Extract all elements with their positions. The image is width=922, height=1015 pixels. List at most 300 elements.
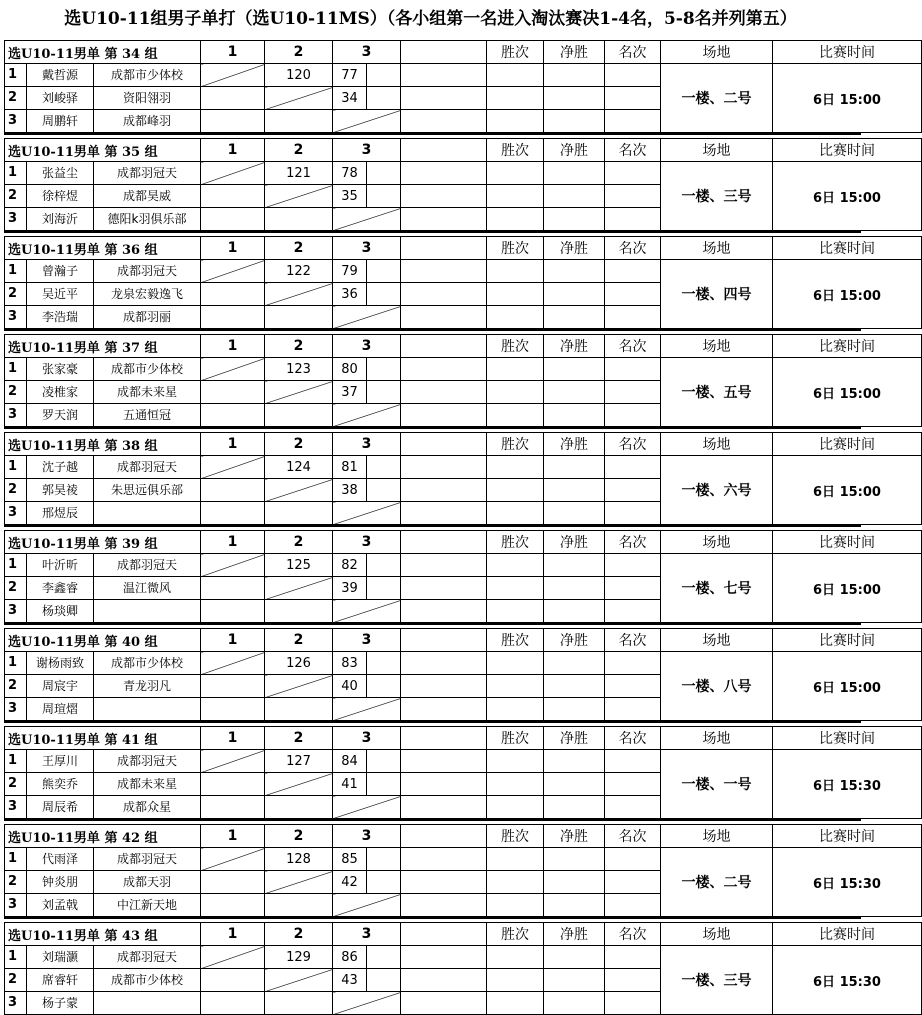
player-row [5, 554, 922, 577]
spacer-cell [401, 848, 487, 871]
score-cell [367, 283, 401, 306]
group-block [4, 726, 881, 818]
venue-cell: 一楼、七号 [661, 554, 773, 623]
spacer-cell [401, 969, 487, 992]
player-number: 3 [5, 208, 27, 230]
score-cell [367, 773, 401, 796]
score-cell [201, 185, 265, 208]
rank-cell [605, 652, 661, 675]
player-info [5, 404, 200, 426]
match-number: 77 [333, 64, 367, 87]
group-header-row [5, 531, 922, 554]
match-number: 38 [333, 479, 367, 502]
player-info [5, 871, 200, 893]
group-separator [4, 525, 861, 527]
spacer-cell [401, 185, 487, 208]
player-name: 王厚川 [27, 750, 94, 772]
player-info [5, 992, 200, 1014]
group-separator [4, 819, 861, 821]
net-header: 净胜 [544, 335, 605, 358]
rank-cell [605, 894, 661, 917]
col-3-header: 3 [333, 923, 401, 946]
match-number: 40 [333, 675, 367, 698]
score-cell [201, 796, 265, 819]
score-cell [265, 894, 333, 917]
player-number: 3 [5, 992, 27, 1014]
group-separator [4, 623, 861, 625]
player-name: 刘海沂 [27, 208, 94, 230]
group-separator [4, 917, 861, 919]
player-number: 1 [5, 554, 27, 576]
player-cell [5, 992, 201, 1015]
group-block [4, 40, 881, 132]
venue-header: 场地 [661, 139, 773, 162]
player-info [5, 208, 200, 230]
player-number: 1 [5, 260, 27, 282]
player-number: 3 [5, 306, 27, 328]
player-number: 2 [5, 479, 27, 501]
spacer-cell [401, 162, 487, 185]
player-row [5, 456, 922, 479]
col-3-header: 3 [333, 629, 401, 652]
col-1-header: 1 [201, 531, 265, 554]
spacer-cell [401, 456, 487, 479]
rank-cell [605, 479, 661, 502]
player-cell [5, 64, 201, 87]
match-number: 83 [333, 652, 367, 675]
player-cell [5, 306, 201, 329]
wins-cell [487, 946, 544, 969]
player-club [94, 600, 200, 622]
player-cell [5, 358, 201, 381]
score-cell [367, 260, 401, 283]
match-number: 125 [265, 554, 333, 577]
player-info [5, 675, 200, 697]
group-header-row [5, 335, 922, 358]
player-club: 成都羽冠天 [116, 754, 177, 768]
player-info [5, 456, 200, 478]
player-number: 1 [5, 946, 27, 968]
spacer-cell [401, 381, 487, 404]
score-cell [265, 600, 333, 623]
player-club: 龙泉宏毅逸飞 [110, 287, 183, 301]
rank-cell [605, 185, 661, 208]
group-header-row [5, 923, 922, 946]
score-cell [367, 479, 401, 502]
match-number: 79 [333, 260, 367, 283]
net-cell [544, 894, 605, 917]
spacer-cell [401, 531, 487, 554]
spacer-cell [401, 727, 487, 750]
group-header-row [5, 41, 922, 64]
col-3-header: 3 [333, 139, 401, 162]
venue-cell: 一楼、六号 [661, 456, 773, 525]
self-cell [265, 185, 333, 208]
player-club: 成都天羽 [122, 875, 171, 889]
rank-cell [605, 675, 661, 698]
spacer-cell [401, 871, 487, 894]
player-name: 李鑫睿 [27, 577, 94, 599]
group-table [4, 922, 922, 1015]
net-cell [544, 652, 605, 675]
match-number: 121 [265, 162, 333, 185]
group-label: 选U10-11男单 第 37 组 [5, 335, 201, 358]
score-cell [201, 502, 265, 525]
venue-header: 场地 [661, 335, 773, 358]
self-cell [201, 456, 265, 479]
self-cell [265, 87, 333, 110]
group-header-row [5, 139, 922, 162]
match-number: 86 [333, 946, 367, 969]
spacer-cell [401, 825, 487, 848]
time-header: 比赛时间 [773, 727, 922, 750]
player-info [5, 848, 200, 870]
player-info [5, 750, 200, 772]
net-cell [544, 969, 605, 992]
wins-cell [487, 894, 544, 917]
net-cell [544, 306, 605, 329]
score-cell [367, 456, 401, 479]
rank-cell [605, 404, 661, 427]
spacer-cell [401, 600, 487, 623]
player-info [5, 306, 200, 328]
col-1-header: 1 [201, 41, 265, 64]
wins-cell [487, 358, 544, 381]
col-1-header: 1 [201, 139, 265, 162]
wins-cell [487, 969, 544, 992]
rank-cell [605, 456, 661, 479]
wins-header: 胜次 [487, 139, 544, 162]
player-name: 熊奕乔 [27, 773, 94, 795]
group-table [4, 628, 922, 721]
score-cell [367, 87, 401, 110]
score-cell [201, 992, 265, 1015]
group-label: 选U10-11男单 第 39 组 [5, 531, 201, 554]
rank-cell [605, 381, 661, 404]
player-club: 成都未来星 [116, 385, 177, 399]
wins-cell [487, 110, 544, 133]
self-cell [333, 110, 401, 133]
col-2-header: 2 [265, 41, 333, 64]
spacer-cell [401, 335, 487, 358]
venue-header: 场地 [661, 727, 773, 750]
player-info [5, 698, 200, 720]
time-cell: 6日 15:00 [773, 554, 922, 623]
score-cell [367, 64, 401, 87]
group-table [4, 40, 922, 133]
group-label: 选U10-11男单 第 43 组 [5, 923, 201, 946]
score-cell [265, 502, 333, 525]
col-2-header: 2 [265, 727, 333, 750]
player-name: 钟炎朋 [27, 871, 94, 893]
time-header: 比赛时间 [773, 629, 922, 652]
net-cell [544, 698, 605, 721]
self-cell [265, 577, 333, 600]
player-club [94, 992, 200, 1014]
group-label: 选U10-11男单 第 38 组 [5, 433, 201, 456]
player-info [5, 652, 200, 674]
score-cell [201, 306, 265, 329]
col-1-header: 1 [201, 629, 265, 652]
match-number: 122 [265, 260, 333, 283]
match-number: 78 [333, 162, 367, 185]
rank-header: 名次 [605, 139, 661, 162]
player-number: 2 [5, 969, 27, 991]
match-number: 120 [265, 64, 333, 87]
player-number: 1 [5, 652, 27, 674]
match-number: 80 [333, 358, 367, 381]
group-label: 选U10-11男单 第 35 组 [5, 139, 201, 162]
wins-cell [487, 698, 544, 721]
time-header: 比赛时间 [773, 41, 922, 64]
self-cell [201, 554, 265, 577]
player-name: 周辰希 [27, 796, 94, 818]
net-cell [544, 750, 605, 773]
player-info [5, 162, 200, 184]
group-table [4, 726, 922, 819]
player-cell [5, 87, 201, 110]
net-cell [544, 600, 605, 623]
net-cell [544, 404, 605, 427]
col-2-header: 2 [265, 433, 333, 456]
rank-cell [605, 502, 661, 525]
player-row [5, 162, 922, 185]
self-cell [201, 64, 265, 87]
wins-cell [487, 306, 544, 329]
score-cell [367, 848, 401, 871]
col-1-header: 1 [201, 237, 265, 260]
player-club: 成都羽冠天 [116, 950, 177, 964]
wins-cell [487, 652, 544, 675]
score-cell [367, 185, 401, 208]
rank-header: 名次 [605, 433, 661, 456]
match-number: 41 [333, 773, 367, 796]
col-3-header: 3 [333, 433, 401, 456]
group-header-row [5, 237, 922, 260]
wins-cell [487, 260, 544, 283]
match-number: 85 [333, 848, 367, 871]
score-cell [265, 208, 333, 231]
score-cell [201, 110, 265, 133]
wins-header: 胜次 [487, 237, 544, 260]
player-club: 成都峰羽 [122, 114, 171, 128]
player-name: 曾瀚子 [27, 260, 94, 282]
match-number: 84 [333, 750, 367, 773]
self-cell [265, 969, 333, 992]
spacer-cell [401, 404, 487, 427]
score-cell [201, 969, 265, 992]
player-club [94, 502, 200, 524]
wins-cell [487, 773, 544, 796]
time-cell: 6日 15:00 [773, 456, 922, 525]
self-cell [333, 306, 401, 329]
spacer-cell [401, 894, 487, 917]
player-cell [5, 381, 201, 404]
time-header: 比赛时间 [773, 531, 922, 554]
self-cell [333, 698, 401, 721]
spacer-cell [401, 946, 487, 969]
player-info [5, 87, 200, 109]
spacer-cell [401, 260, 487, 283]
score-cell [201, 208, 265, 231]
score-cell [367, 969, 401, 992]
player-club: 中江新天地 [116, 898, 177, 912]
self-cell [333, 796, 401, 819]
player-info [5, 773, 200, 795]
player-info [5, 185, 200, 207]
venue-header: 场地 [661, 825, 773, 848]
score-cell [367, 871, 401, 894]
group-header-row [5, 727, 922, 750]
player-cell [5, 871, 201, 894]
venue-header: 场地 [661, 923, 773, 946]
wins-cell [487, 502, 544, 525]
player-number: 2 [5, 773, 27, 795]
wins-header: 胜次 [487, 727, 544, 750]
wins-cell [487, 796, 544, 819]
score-cell [201, 381, 265, 404]
player-name: 李浩瑞 [27, 306, 94, 328]
player-name: 沈子越 [27, 456, 94, 478]
player-number: 1 [5, 64, 27, 86]
rank-cell [605, 871, 661, 894]
col-3-header: 3 [333, 41, 401, 64]
time-cell: 6日 15:00 [773, 64, 922, 133]
spacer-cell [401, 629, 487, 652]
net-cell [544, 381, 605, 404]
net-cell [544, 283, 605, 306]
spacer-cell [401, 41, 487, 64]
group-block [4, 334, 881, 426]
spacer-cell [401, 87, 487, 110]
player-cell [5, 110, 201, 133]
match-number: 81 [333, 456, 367, 479]
self-cell [333, 208, 401, 231]
self-cell [265, 675, 333, 698]
player-number: 3 [5, 110, 27, 132]
net-cell [544, 502, 605, 525]
score-cell [265, 306, 333, 329]
player-name: 戴哲源 [27, 64, 94, 86]
player-cell [5, 894, 201, 917]
player-club: 温江微风 [122, 581, 171, 595]
player-cell [5, 404, 201, 427]
wins-header: 胜次 [487, 335, 544, 358]
net-header: 净胜 [544, 41, 605, 64]
self-cell [333, 404, 401, 427]
player-info [5, 969, 200, 991]
rank-header: 名次 [605, 531, 661, 554]
player-number: 2 [5, 381, 27, 403]
self-cell [201, 946, 265, 969]
player-name: 周宸宇 [27, 675, 94, 697]
group-label: 选U10-11男单 第 42 组 [5, 825, 201, 848]
player-number: 1 [5, 848, 27, 870]
player-row [5, 848, 922, 871]
spacer-cell [401, 750, 487, 773]
player-name: 周鹏轩 [27, 110, 94, 132]
rank-cell [605, 773, 661, 796]
group-table [4, 530, 922, 623]
score-cell [367, 577, 401, 600]
self-cell [201, 358, 265, 381]
rank-cell [605, 969, 661, 992]
net-cell [544, 260, 605, 283]
match-number: 82 [333, 554, 367, 577]
rank-cell [605, 750, 661, 773]
player-club: 成都昊威 [122, 189, 171, 203]
wins-cell [487, 87, 544, 110]
venue-header: 场地 [661, 237, 773, 260]
self-cell [333, 992, 401, 1015]
venue-cell: 一楼、一号 [661, 750, 773, 819]
player-name: 周瑄熠 [27, 698, 94, 720]
player-info [5, 381, 200, 403]
rank-header: 名次 [605, 237, 661, 260]
spacer-cell [401, 139, 487, 162]
venue-cell: 一楼、三号 [661, 162, 773, 231]
wins-cell [487, 208, 544, 231]
col-1-header: 1 [201, 727, 265, 750]
col-3-header: 3 [333, 335, 401, 358]
self-cell [333, 894, 401, 917]
time-header: 比赛时间 [773, 433, 922, 456]
wins-cell [487, 577, 544, 600]
player-name: 郭昊祾 [27, 479, 94, 501]
group-table [4, 824, 922, 917]
wins-cell [487, 456, 544, 479]
rank-cell [605, 600, 661, 623]
rank-header: 名次 [605, 825, 661, 848]
player-name: 谢杨雨致 [27, 652, 94, 674]
player-club: 成都众星 [122, 800, 171, 814]
wins-cell [487, 871, 544, 894]
player-club [94, 698, 200, 720]
player-name: 代雨泽 [27, 848, 94, 870]
player-number: 1 [5, 750, 27, 772]
rank-cell [605, 992, 661, 1015]
wins-header: 胜次 [487, 531, 544, 554]
player-name: 徐梓煜 [27, 185, 94, 207]
player-row [5, 260, 922, 283]
time-cell: 6日 15:30 [773, 848, 922, 917]
spacer-cell [401, 923, 487, 946]
score-cell [201, 600, 265, 623]
player-number: 2 [5, 87, 27, 109]
spacer-cell [401, 773, 487, 796]
wins-cell [487, 162, 544, 185]
net-cell [544, 208, 605, 231]
wins-cell [487, 600, 544, 623]
player-number: 2 [5, 283, 27, 305]
player-cell [5, 848, 201, 871]
net-cell [544, 773, 605, 796]
spacer-cell [401, 208, 487, 231]
score-cell [201, 87, 265, 110]
score-cell [201, 283, 265, 306]
score-cell [265, 110, 333, 133]
self-cell [265, 381, 333, 404]
col-2-header: 2 [265, 237, 333, 260]
match-number: 37 [333, 381, 367, 404]
net-header: 净胜 [544, 139, 605, 162]
score-cell [201, 577, 265, 600]
group-table [4, 236, 922, 329]
rank-header: 名次 [605, 335, 661, 358]
spacer-cell [401, 502, 487, 525]
rank-header: 名次 [605, 923, 661, 946]
match-number: 128 [265, 848, 333, 871]
